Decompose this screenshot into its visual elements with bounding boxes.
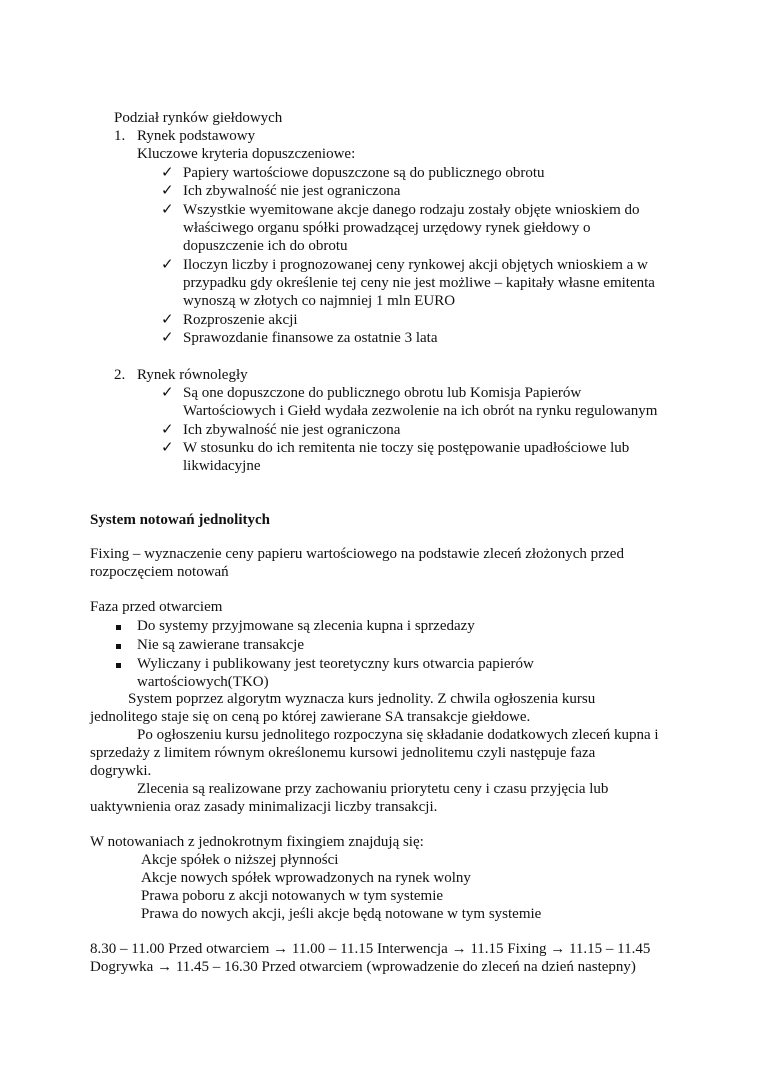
criteria-bullet: Sprawozdanie finansowe za ostatnie 3 lata [183,330,438,346]
square-bullet-icon [116,617,121,635]
paragraph: Po ogłoszeniu kursu jednolitego rozpoczyna się składanie dodatkowych zleceń kupna i [137,727,659,743]
check-icon: ✓ [161,385,174,401]
phase-bullet: Do systemy przyjmowane są zlecenia kupna i sprzedazy [137,618,475,634]
parallel-bullet-cont: likwidacyjne [183,458,261,474]
check-icon: ✓ [161,202,174,218]
list-number-2: 2. [114,367,126,383]
list-number-1: 1. [114,128,126,144]
check-icon: ✓ [161,312,174,328]
section-title-market-division: Podział rynków giełdowych [114,110,283,126]
check-icon: ✓ [161,422,174,438]
criteria-bullet: Wszystkie wyemitowane akcje danego rodzaju zostały objęte wnioskiem do [183,202,640,218]
criteria-subheading: Kluczowe kryteria dopuszczeniowe: [137,146,356,162]
criteria-bullet: Iloczyn liczby i prognozowanej ceny rynkowej akcji objętych wnioskiem a w [183,257,648,273]
parallel-bullet-cont: Wartościowych i Giełd wydała zezwolenie na ich obrót na rynku regulowanym [183,403,658,419]
parallel-bullet: Ich zbywalność nie jest ograniczona [183,422,401,438]
paragraph: Zlecenia są realizowane przy zachowaniu priorytetu ceny i czasu przyjęcia lub [137,781,609,797]
single-fixing-item: Prawa poboru z akcji notowanych w tym systemie [141,888,444,904]
criteria-bullet-cont: wynoszą w złotych co najmniej 1 mln EURO [183,293,456,309]
paragraph-cont: dogrywki. [90,763,152,779]
schedule-line: Dogrywka → 11.45 – 16.30 Przed otwarciem (wprowadzenie do zleceń na dzień nastepny) [90,959,636,975]
check-icon: ✓ [161,183,174,199]
criteria-bullet: Rozproszenie akcji [183,312,298,328]
parallel-bullet: Są one dopuszczone do publicznego obrotu lub Komisja Papierów [183,385,582,401]
paragraph: System poprzez algorytm wyznacza kurs jednolity. Z chwila ogłoszenia kursu [128,691,596,707]
list-item-primary-market: Rynek podstawowy [137,128,256,144]
criteria-bullet: Papiery wartościowe dopuszczone są do publicznego obrotu [183,165,545,181]
fixing-definition-cont: rozpoczęciem notowań [90,564,229,580]
phase-bullet: Nie są zawierane transakcje [137,637,304,653]
criteria-bullet-cont: właściwego organu spółki prowadzącej urzędowy rynek giełdowy o [183,220,591,236]
check-icon: ✓ [161,330,174,346]
paragraph-cont: uaktywnienia oraz zasady minimalizacji liczby transakcji. [90,799,438,815]
fixing-definition: Fixing – wyznaczenie ceny papieru wartościowego na podstawie zleceń złożonych przed [90,546,624,562]
paragraph-cont: jednolitego staje się on ceną po której zawierane SA transakcje giełdowe. [90,709,531,725]
phase-bullet-cont: wartościowych(TKO) [137,674,269,690]
criteria-bullet-cont: dopuszczenie ich do obrotu [183,238,348,254]
phase-bullet: Wyliczany i publikowany jest teoretyczny kurs otwarcia papierów [137,656,534,672]
criteria-bullet: Ich zbywalność nie jest ograniczona [183,183,401,199]
schedule-line: 8.30 – 11.00 Przed otwarciem → 11.00 – 11.15 Interwencja → 11.15 Fixing → 11.15 – 11.45 [90,941,651,957]
square-bullet-icon [116,655,121,673]
single-fixing-intro: W notowaniach z jednokrotnym fixingiem znajdują się: [90,834,424,850]
list-item-parallel-market: Rynek równoległy [137,367,248,383]
single-fixing-item: Akcje nowych spółek wprowadzonych na rynek wolny [141,870,471,886]
phase-title: Faza przed otwarciem [90,599,223,615]
single-fixing-item: Prawa do nowych akcji, jeśli akcje będą notowane w tym systemie [141,906,542,922]
criteria-bullet-cont: przypadku gdy określenie tej ceny nie jest możliwe – kapitały własne emitenta [183,275,655,291]
check-icon: ✓ [161,440,174,456]
parallel-bullet: W stosunku do ich remitenta nie toczy się postępowanie upadłościowe lub [183,440,630,456]
check-icon: ✓ [161,165,174,181]
square-bullet-icon [116,636,121,654]
section-title-uniform-quotes: System notowań jednolitych [90,512,271,528]
single-fixing-item: Akcje spółek o niższej płynności [141,852,339,868]
check-icon: ✓ [161,257,174,273]
paragraph-cont: sprzedaży z limitem równym określonemu kursowi jednolitemu czyli następuje faza [90,745,596,761]
